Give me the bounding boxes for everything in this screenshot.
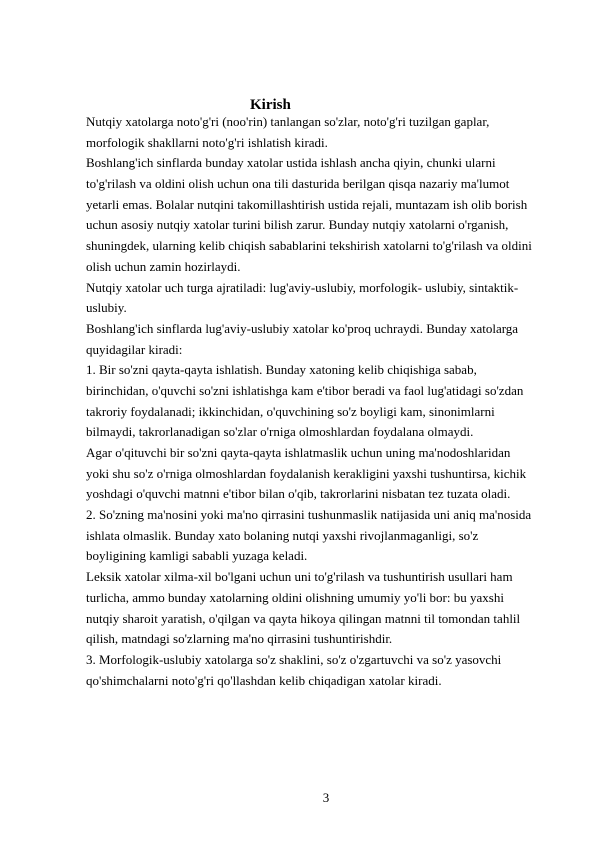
text-line: shuningdek, ularning kelib chiqish sabablarini tekshirish xatolarni to'g'rilash va oldini [86, 238, 532, 254]
text-line: yoki shu so'z o'rniga olmoshlardan foydalanish kerakligini yaxshi tushuntirsa, kichik [86, 465, 527, 481]
text-line: boyligining kamligi sababli yuzaga keladi. [86, 548, 308, 564]
text-line: uchun asosiy nutqiy xatolar turini bilish zarur. Bunday nutqiy xatolarni o'rganish, [86, 217, 509, 233]
text-line: Leksik xatolar xilma-xil bo'lgani uchun uni to'g'rilash va tushuntirish usullari ham [86, 569, 513, 585]
page-number: 3 [322, 790, 330, 805]
text-line: qo'shimchalarni noto'g'ri qo'llashdan kelib chiqadigan xatolar kiradi. [86, 672, 442, 688]
text-line: Agar o'qituvchi bir so'zni qayta-qayta ishlatmaslik uchun uning ma'nodoshlaridan [86, 445, 511, 460]
text-line: olish uchun zamin hozirlaydi. [86, 258, 241, 274]
text-line: nutqiy sharoit yaratish, o'qilgan va qayta hikoya qilingan matnni til tomondan tahlil [86, 610, 521, 626]
text-line: to'g'rilash va oldini olish uchun ona tili dasturida berilgan qisqa nazariy ma'lumot [86, 176, 510, 192]
text-line: bilmaydi, takrorlanadigan so'zlar o'rniga olmoshlardan foydalana olmaydi. [86, 424, 474, 440]
body-text [86, 112, 570, 691]
text-line: qilish, matndagi so'zlarning ma'no qirrasini tushuntirishdir. [86, 631, 393, 647]
text-line: Boshlang'ich sinflarda bunday xatolar ustida ishlash ancha qiyin, chunki ularni [86, 155, 496, 171]
text-line: quyidagilar kiradi: [86, 341, 183, 357]
text-line: 3. Morfologik-uslubiy xatolarga so'z shaklini, so'z o'zgartuvchi va so'z yasovchi [86, 651, 502, 667]
text-line: turlicha, ammo bunday xatolarning oldini olishning umumiy yo'li bor: bu yaxshi [86, 589, 504, 605]
text-line: Nutqiy xatolarga noto'g'ri (noo'rin) tanlangan so'zlar, noto'g'ri tuzilgan gaplar, [86, 114, 490, 129]
text-line: Boshlang'ich sinflarda lug'aviy-uslubiy xatolar ko'proq uchraydi. Bunday xatolarga [86, 320, 519, 336]
text-line: birinchidan, o'quvchi so'zni ishlatishga kam e'tibor beradi va faol lug'atidagi so'zdan [86, 382, 524, 398]
text-line: takroriy foydalanadi; ikkinchidan, o'quvchining so'z boyligi kam, sinonimlarni [86, 403, 495, 419]
text-line: uslubiy. [86, 300, 127, 316]
text-line: 2. So'zning ma'nosini yoki ma'no qirrasini tushunmaslik natijasida uni aniq ma'nosida [86, 507, 532, 523]
section-heading: Kirish [250, 97, 291, 113]
text-line: 1. Bir so'zni qayta-qayta ishlatish. Bunday xatoning kelib chiqishiga sabab, [86, 362, 477, 378]
text-line: morfologik shakllarni noto'g'ri ishlatish kiradi. [86, 134, 328, 150]
text-line: yetarli emas. Bolalar nutqini takomillashtirish ustida rejali, muntazam ish olib borish [86, 196, 528, 212]
text-line: yoshdagi o'quvchi matnni e'tibor bilan o'qib, takrorlarini nisbatan tez tuzata oladi. [86, 486, 511, 502]
text-line: Nutqiy xatolar uch turga ajratiladi: lug'aviy-uslubiy, morfologik- uslubiy, sintaktik- [86, 279, 519, 295]
text-line: ishlata olmaslik. Bunday xato bolaning nutqi yaxshi rivojlanmaganligi, so'z [86, 527, 479, 543]
